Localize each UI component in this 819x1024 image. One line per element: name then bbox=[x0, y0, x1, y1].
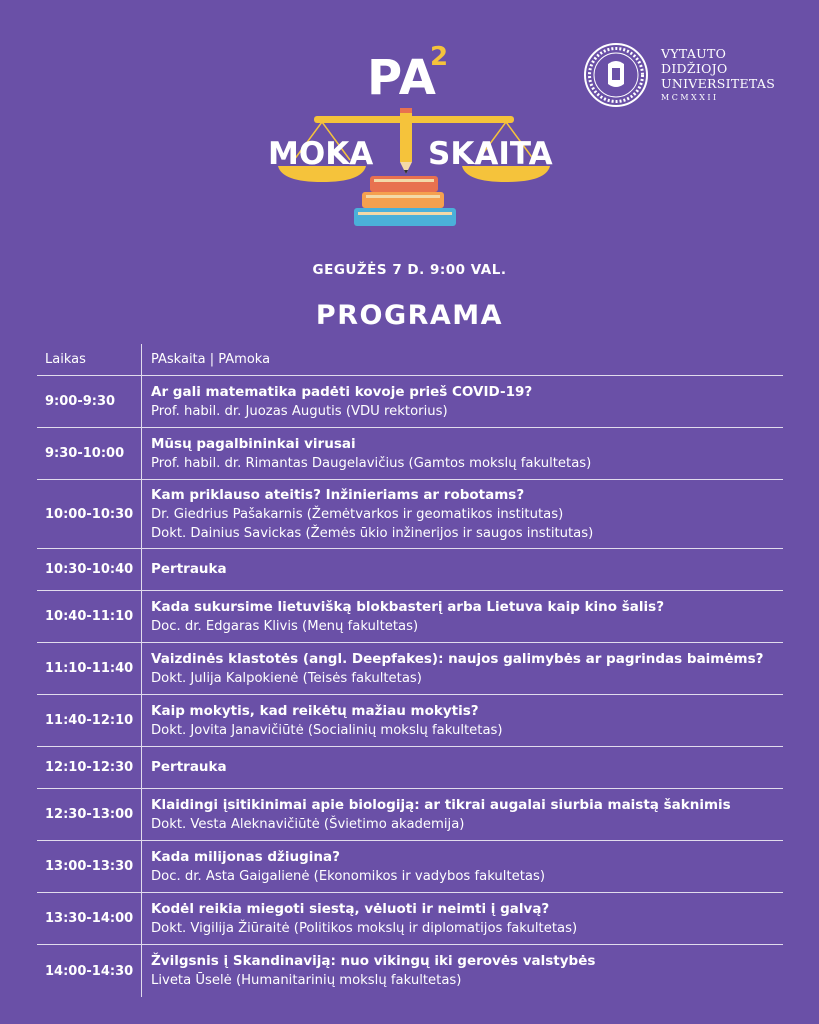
session-speaker: Prof. habil. dr. Juozas Augutis (VDU rektorius) bbox=[151, 403, 448, 419]
session-speaker: Dokt. Dainius Savickas (Žemės ūkio inžinerijos ir saugos institutas) bbox=[151, 525, 594, 541]
session-speaker: Prof. habil. dr. Rimantas Daugelavičius (Gamtos mokslų fakultetas) bbox=[151, 455, 592, 471]
university-logo bbox=[583, 42, 783, 112]
table-row bbox=[37, 841, 783, 893]
table-row bbox=[37, 893, 783, 945]
row-time: 14:00-14:30 bbox=[37, 945, 142, 997]
row-time: 9:30-10:00 bbox=[37, 428, 142, 479]
session-speaker: Dokt. Julija Kalpokienė (Teisės fakultetas) bbox=[151, 670, 422, 686]
session-speaker: Dr. Giedrius Pašakarnis (Žemėtvarkos ir geomatikos institutas) bbox=[151, 506, 564, 522]
session-speaker: Doc. dr. Edgaras Klivis (Menų fakultetas) bbox=[151, 618, 419, 634]
row-time: 9:00-9:30 bbox=[37, 376, 142, 427]
row-time: 12:10-12:30 bbox=[37, 747, 142, 788]
session-title: Pertrauka bbox=[151, 759, 227, 775]
row-time: 10:00-10:30 bbox=[37, 480, 142, 548]
session-title: Ar gali matematika padėti kovoje prieš COVID-19? bbox=[151, 383, 533, 400]
session-title: Kada sukursime lietuvišką blokbasterį arba Lietuva kaip kino šalis? bbox=[151, 598, 665, 615]
university-seal-icon bbox=[583, 42, 649, 108]
university-line-2: DIDŽIOJO bbox=[661, 61, 728, 76]
row-content bbox=[142, 841, 783, 892]
row-content bbox=[142, 480, 783, 548]
session-speaker: Dokt. Vigilija Žiūraitė (Politikos mokslų ir diplomatijos fakultetas) bbox=[151, 920, 578, 936]
session-title: Vaizdinės klastotės (angl. Deepfakes): naujos galimybės ar pagrindas baimėms? bbox=[151, 650, 764, 667]
header-topic: PAskaita | PAmoka bbox=[151, 352, 271, 367]
table-row bbox=[37, 695, 783, 747]
program-table bbox=[37, 344, 783, 997]
logo-pa: PA bbox=[367, 50, 437, 106]
logo-superscript: 2 bbox=[430, 42, 449, 72]
logo-moka: MOKA bbox=[268, 136, 374, 172]
row-content bbox=[142, 893, 783, 944]
session-speaker: Doc. dr. Asta Gaigalienė (Ekonomikos ir vadybos fakultetas) bbox=[151, 868, 545, 884]
table-row bbox=[37, 428, 783, 480]
row-time: 12:30-13:00 bbox=[37, 789, 142, 840]
table-row bbox=[37, 945, 783, 997]
university-roman-year: MCMXXII bbox=[661, 93, 719, 102]
row-content bbox=[142, 945, 783, 997]
row-content bbox=[142, 789, 783, 840]
session-title: Klaidingi įsitikinimai apie biologiją: ar tikrai augalai siurbia maistą šaknimis bbox=[151, 796, 731, 813]
logo-skaita: SKAITA bbox=[428, 136, 553, 172]
session-speaker: Dokt. Jovita Janavičiūtė (Socialinių mokslų fakultetas) bbox=[151, 722, 503, 738]
session-speaker: Dokt. Vesta Aleknavičiūtė (Švietimo akademija) bbox=[151, 816, 465, 832]
table-body bbox=[37, 376, 783, 997]
session-title: Kam priklauso ateitis? Inžinieriams ar robotams? bbox=[151, 486, 525, 503]
row-time: 11:10-11:40 bbox=[37, 643, 142, 694]
table-row bbox=[37, 643, 783, 695]
page-title: PROGRAMA bbox=[315, 300, 504, 331]
row-content bbox=[142, 591, 783, 642]
table-row bbox=[37, 789, 783, 841]
row-time: 13:30-14:00 bbox=[37, 893, 142, 944]
event-date: GEGUŽĖS 7 D. 9:00 VAL. bbox=[312, 262, 507, 278]
university-line-3: UNIVERSITETAS bbox=[661, 76, 776, 91]
event-logo bbox=[262, 40, 562, 240]
table-row bbox=[37, 376, 783, 428]
session-title: Mūsų pagalbininkai virusai bbox=[151, 435, 356, 452]
row-content bbox=[142, 695, 783, 746]
university-line-1: VYTAUTO bbox=[661, 46, 727, 61]
row-time: 13:00-13:30 bbox=[37, 841, 142, 892]
university-name bbox=[661, 46, 775, 105]
row-time: 10:30-10:40 bbox=[37, 549, 142, 590]
table-row bbox=[37, 549, 783, 591]
row-time: 10:40-11:10 bbox=[37, 591, 142, 642]
session-title: Kodėl reikia miegoti siestą, vėluoti ir neimti į galvą? bbox=[151, 900, 550, 917]
session-speaker: Liveta Ūselė (Humanitarinių mokslų fakultetas) bbox=[151, 973, 462, 988]
header-time: Laikas bbox=[37, 344, 142, 375]
table-row bbox=[37, 747, 783, 789]
session-title: Kaip mokytis, kad reikėtų mažiau mokytis? bbox=[151, 702, 479, 719]
table-row bbox=[37, 591, 783, 643]
row-time: 11:40-12:10 bbox=[37, 695, 142, 746]
session-title: Kada milijonas džiugina? bbox=[151, 848, 340, 865]
row-content bbox=[142, 549, 783, 590]
row-content bbox=[142, 428, 783, 479]
row-content bbox=[142, 643, 783, 694]
row-content bbox=[142, 376, 783, 427]
session-title: Pertrauka bbox=[151, 561, 227, 577]
session-title: Žvilgsnis į Skandinaviją: nuo vikingų iki gerovės valstybės bbox=[151, 953, 596, 969]
table-row bbox=[37, 480, 783, 549]
table-header-row bbox=[37, 344, 783, 376]
row-content bbox=[142, 747, 783, 788]
